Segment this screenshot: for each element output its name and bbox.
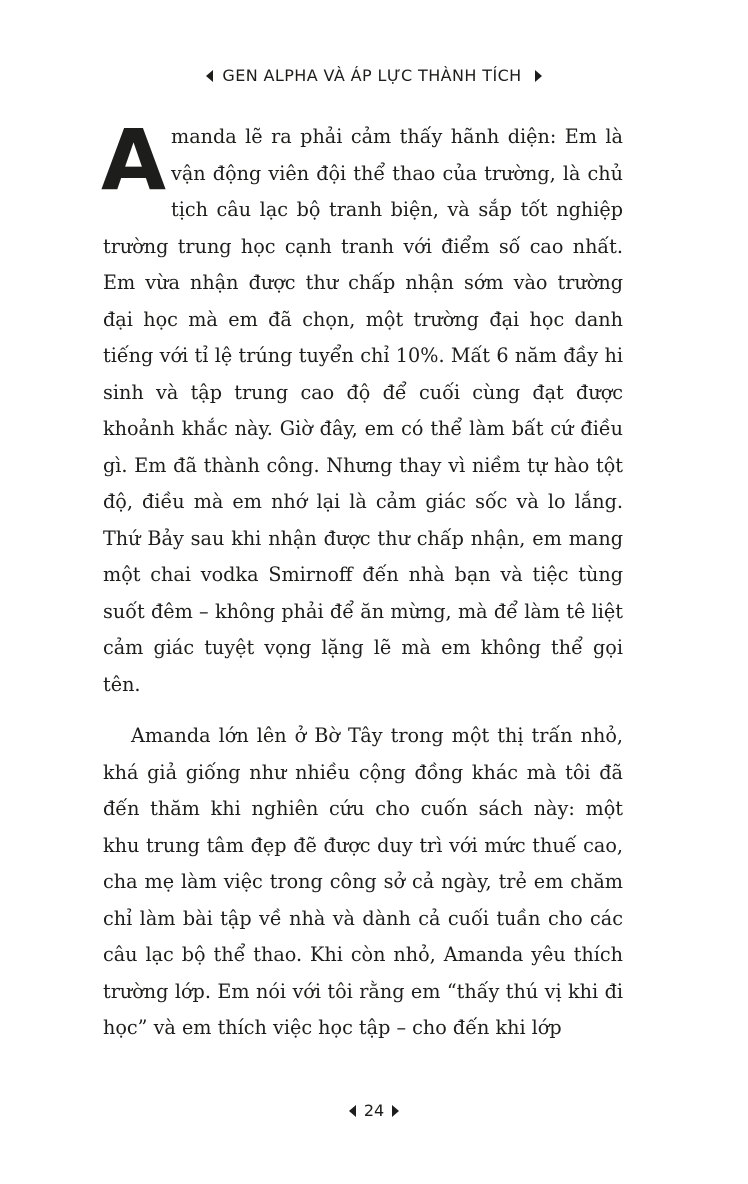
chapter-title: GEN ALPHA VÀ ÁP LỰC THÀNH TÍCH bbox=[222, 66, 522, 85]
page-number: 24 bbox=[363, 1101, 385, 1120]
triangle-right-icon bbox=[392, 1105, 399, 1117]
running-header bbox=[0, 64, 748, 88]
drop-cap: A bbox=[101, 111, 166, 209]
triangle-left-icon bbox=[349, 1105, 356, 1117]
paragraph-1 bbox=[101, 111, 623, 703]
paragraph-1-text: manda lẽ ra phải cảm thấy hãnh diện: Em là vận động viên đội thể thao của trường, là chủ tịch câu lạc bộ tranh biện, và sắp tốt nghiệp trường trung học cạnh tranh với điểm số cao nhất. Em vừa nhận được thư chấp nhận sớm vào trường đại học mà em đã chọn, một trường đại học danh tiếng với tỉ lệ trúng tuyển chỉ 10%. Mất 6 năm đầy hi sinh và tập trung cao độ để cuối cùng đạt được khoảnh khắc này. Giờ đây, em có thể làm bất cứ điều gì. Em đã thành công. Nhưng thay vì niềm tự hào tột độ, điều mà em nhớ lại là cảm giác sốc và lo lắng. Thứ Bảy sau khi nhận được thư chấp nhận, em mang một chai vodka Smirnoff đến nhà bạn và tiệc tùng suốt đêm – không phải để ăn mừng, mà để làm tê liệt cảm giác tuyệt vọng lặng lẽ mà em không thể gọi tên. bbox=[103, 125, 623, 696]
page-footer bbox=[0, 1100, 748, 1122]
triangle-left-icon bbox=[206, 70, 213, 82]
paragraph-2: Amanda lớn lên ở Bờ Tây trong một thị trấn nhỏ, khá giả giống như nhiều cộng đồng khác mà tôi đã đến thăm khi nghiên cứu cho cuốn sách này: một khu trung tâm đẹp đẽ được duy trì với mức thuế cao, cha mẹ làm việc trong công sở cả ngày, trẻ em chăm chỉ làm bài tập về nhà và dành cả cuối tuần cho các câu lạc bộ thể thao. Khi còn nhỏ, Amanda yêu thích trường lớp. Em nói với tôi rằng em “thấy thú vị khi đi học” và em thích việc học tập – cho đến khi lớp bbox=[103, 724, 623, 1039]
body-text bbox=[101, 111, 623, 1047]
triangle-right-icon bbox=[535, 70, 542, 82]
